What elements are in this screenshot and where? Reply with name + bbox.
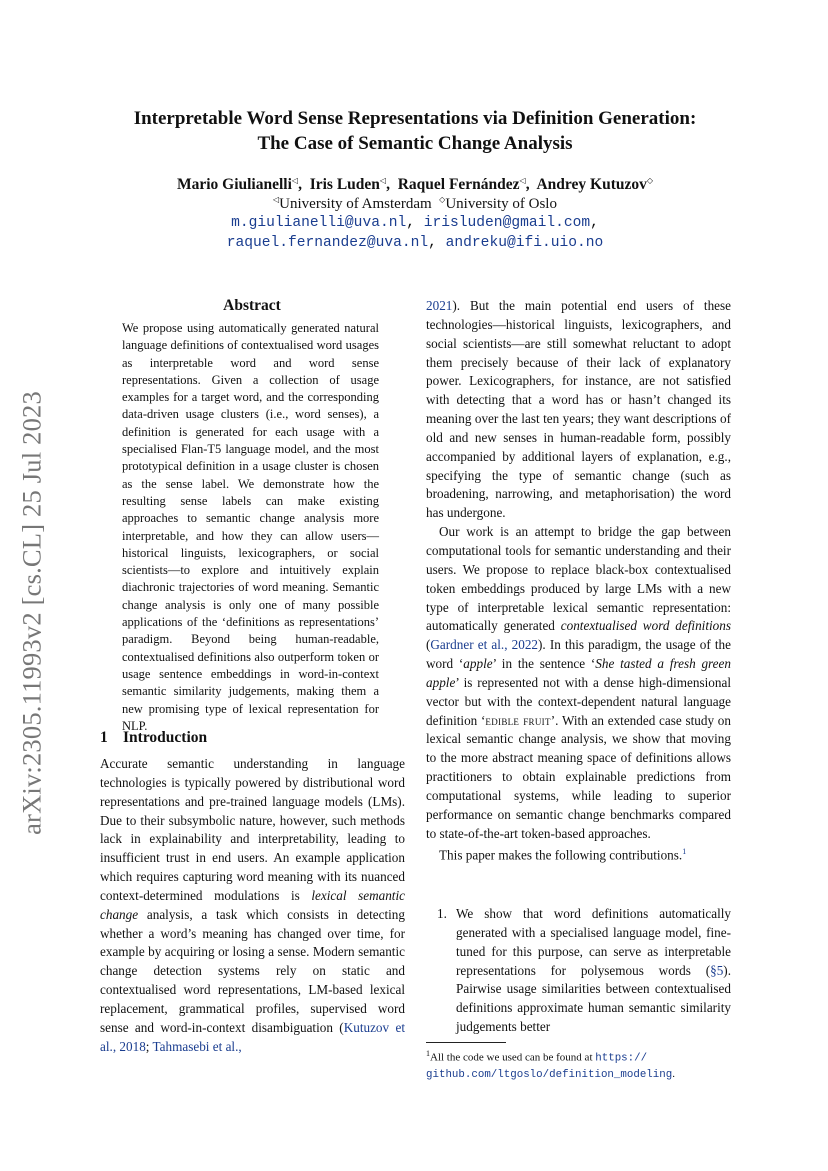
affil-mark: ◇ bbox=[439, 195, 446, 204]
text: ). In this paradigm, the usage of the word ‘ bbox=[426, 637, 731, 672]
affil-mark: ◁ bbox=[291, 176, 299, 185]
paragraph bbox=[426, 297, 731, 523]
section-heading-introduction bbox=[100, 729, 207, 747]
paragraph bbox=[426, 843, 731, 865]
abstract-body: We propose using automatically generated natural language definitions of contextualised word usages as interpretable word and word sense representations. Given a collection of usage examples for a target word, and the corresponding data-driven usage clusters (i.e., word senses), a definition is generated for each usage with a specialised Flan-T5 language model, and the most prototypical definition in a usage cluster is chosen as the sense label. We demonstrate how the resulting sense labels can make existing approaches to semantic change analysis more interpretable, and how they can allow users—historical linguists, lexicographers, or social scientists—to explore and intuitively explain diachronic trajectories of word meaning. Semantic change analysis is only one of many possible applications of the ‘definitions as representations’ paradigm. Beyond being human-readable, contextualised definitions also outperform token or usage sentence embeddings in word-in-context semantic similarity judgements, making them a new promising type of lexical representation for NLP. bbox=[122, 321, 379, 733]
text: We show that word definitions automatically generated with a specialised language model, fine-tuned for this purpose, can serve as interpretable representations for polysemous words ( bbox=[456, 906, 731, 978]
paragraph bbox=[426, 523, 731, 843]
text: ). Pairwise usage similarities between contextualised definitions approximate human semantic similarity judgements better bbox=[456, 962, 731, 1035]
citation-link[interactable]: Kutuzov et al., 2018 bbox=[100, 1019, 405, 1054]
footnote bbox=[426, 1046, 731, 1084]
email-link[interactable]: raquel.fernandez@uva.nl bbox=[226, 235, 429, 251]
footnote-url[interactable]: github.com/ltgoslo/definition_modeling bbox=[426, 1069, 673, 1082]
title-line-1: Interpretable Word Sense Representations via Definition Generation: bbox=[133, 108, 697, 129]
text: ’ is represented not with a dense high-dimensional vector but with the context-dependent natural language definition ‘ bbox=[426, 674, 731, 728]
text: ( bbox=[426, 637, 431, 653]
list-number: 1. bbox=[437, 906, 447, 921]
arxiv-identifier: arXiv:2305.11993v2 [cs.CL] 25 Jul 2023 bbox=[16, 391, 47, 835]
text: This paper makes the following contributions. bbox=[439, 847, 683, 863]
text: ). But the main potential end users of these technologies—historical linguists, lexicographers, and social scientists—are still somewhat reluctant to adopt them precisely because of their lack of explanatory power. Lexicographers, for instance, are not satisfied with detecting that a word has or hasn’t changed its meaning over the last ten years; they want descriptions of old and new senses in human-readable form, possibly accompanied by additional layers of explanation, e.g., specifying the type of semantic change (such as broadening, narrowing, and metaphorisation) the word has undergone. bbox=[426, 298, 731, 521]
text: analysis, a task which consists in detecting whether a word’s meaning has changed over time, for example by acquiring or losing a sense. Modern semantic change detection systems rely on static and contextualised word representations, LM-based lexical replacement, grammatical profiles, supervised word sense and word-in-context disambiguation ( bbox=[100, 906, 405, 1035]
emphasis: lexical semantic change bbox=[100, 887, 405, 922]
citation-link[interactable]: 2021 bbox=[426, 298, 453, 313]
footnote-marker[interactable]: 1 bbox=[682, 847, 687, 857]
email-line-1: m.giulianelli@uva.nl, irisluden@gmail.com, bbox=[231, 215, 599, 231]
text: ’ in the sentence ‘ bbox=[492, 656, 596, 672]
text: Accurate semantic understanding in language technologies is typically powered by distributional word representations and pre-trained language models (LMs). Due to their subsymbolic nature, however, such methods lack in explainability and interpretability, leading to insufficient trust in end users. An example application which requires capturing word meaning with its nuanced context-determined modulations is bbox=[100, 756, 405, 903]
footnote-number: 1 bbox=[426, 1049, 430, 1058]
paper-title bbox=[100, 106, 730, 156]
email-link[interactable]: irisluden@gmail.com bbox=[423, 215, 591, 231]
affil-mark: ◁ bbox=[379, 176, 387, 185]
author-name: Mario Giulianelli bbox=[176, 176, 292, 194]
text: All the code we used can be found at bbox=[430, 1051, 596, 1064]
footnote-rule bbox=[426, 1042, 506, 1043]
affil-mark: ◁ bbox=[519, 176, 526, 185]
section-number: 1 bbox=[100, 729, 108, 746]
right-column bbox=[426, 297, 731, 866]
section-ref-link[interactable]: §5 bbox=[710, 962, 724, 978]
small-caps-definition: edible fruit bbox=[485, 712, 551, 728]
affiliations bbox=[100, 195, 730, 213]
intro-left-column bbox=[100, 755, 405, 1057]
email-line-2: raquel.fernandez@uva.nl, andreku@ifi.uio.no bbox=[226, 235, 604, 251]
author-name: Iris Luden bbox=[309, 176, 380, 194]
affiliation: University of Oslo bbox=[445, 196, 557, 212]
contributions-list bbox=[437, 905, 731, 1037]
emphasis: apple bbox=[463, 656, 493, 672]
paragraph bbox=[100, 755, 405, 1057]
text: ; bbox=[145, 1038, 153, 1054]
citation-link[interactable]: Tahmasebi et al., bbox=[152, 1038, 242, 1054]
text: Our work is an attempt to bridge the gap between computational tools for semantic understanding and their users. We propose to replace black-box contextualised token embeddings produced by large LMs with a new type of interpretable lexical semantic representation: automatically generated bbox=[426, 524, 731, 634]
affiliation: University of Amsterdam bbox=[279, 196, 432, 212]
affil-mark: ◁ bbox=[273, 195, 280, 204]
author-name: Raquel Fernández bbox=[397, 176, 520, 194]
affil-mark: ◇ bbox=[646, 176, 654, 185]
emphasis: contextualised word definitions bbox=[560, 618, 731, 634]
citation-link[interactable]: Gardner et al., 2022 bbox=[430, 637, 539, 653]
emphasis: She tasted a fresh green apple bbox=[426, 656, 731, 690]
email-link[interactable]: andreku@ifi.uio.no bbox=[445, 235, 604, 251]
author-list: Mario Giulianelli◁, Iris Luden◁, Raquel Fernández◁, Andrey Kutuzov◇ bbox=[176, 176, 654, 194]
footnote-url[interactable]: https:// bbox=[595, 1052, 648, 1065]
list-item bbox=[456, 905, 731, 1037]
text: . bbox=[672, 1068, 675, 1081]
text: ’. With an extended case study on lexical semantic change analysis, we show that moving to the more abstract meaning space of definitions allows practitioners to obtain explainable predictions from computational systems, while leading to superior performance on semantic change benchmarks compared to state-of-the-art token-based approaches. bbox=[426, 712, 731, 841]
title-line-2: The Case of Semantic Change Analysis bbox=[257, 133, 573, 154]
email-link[interactable]: m.giulianelli@uva.nl bbox=[231, 215, 407, 231]
author-name: Andrey Kutuzov bbox=[536, 176, 647, 194]
abstract-heading: Abstract bbox=[223, 297, 281, 314]
section-title: Introduction bbox=[123, 729, 208, 746]
